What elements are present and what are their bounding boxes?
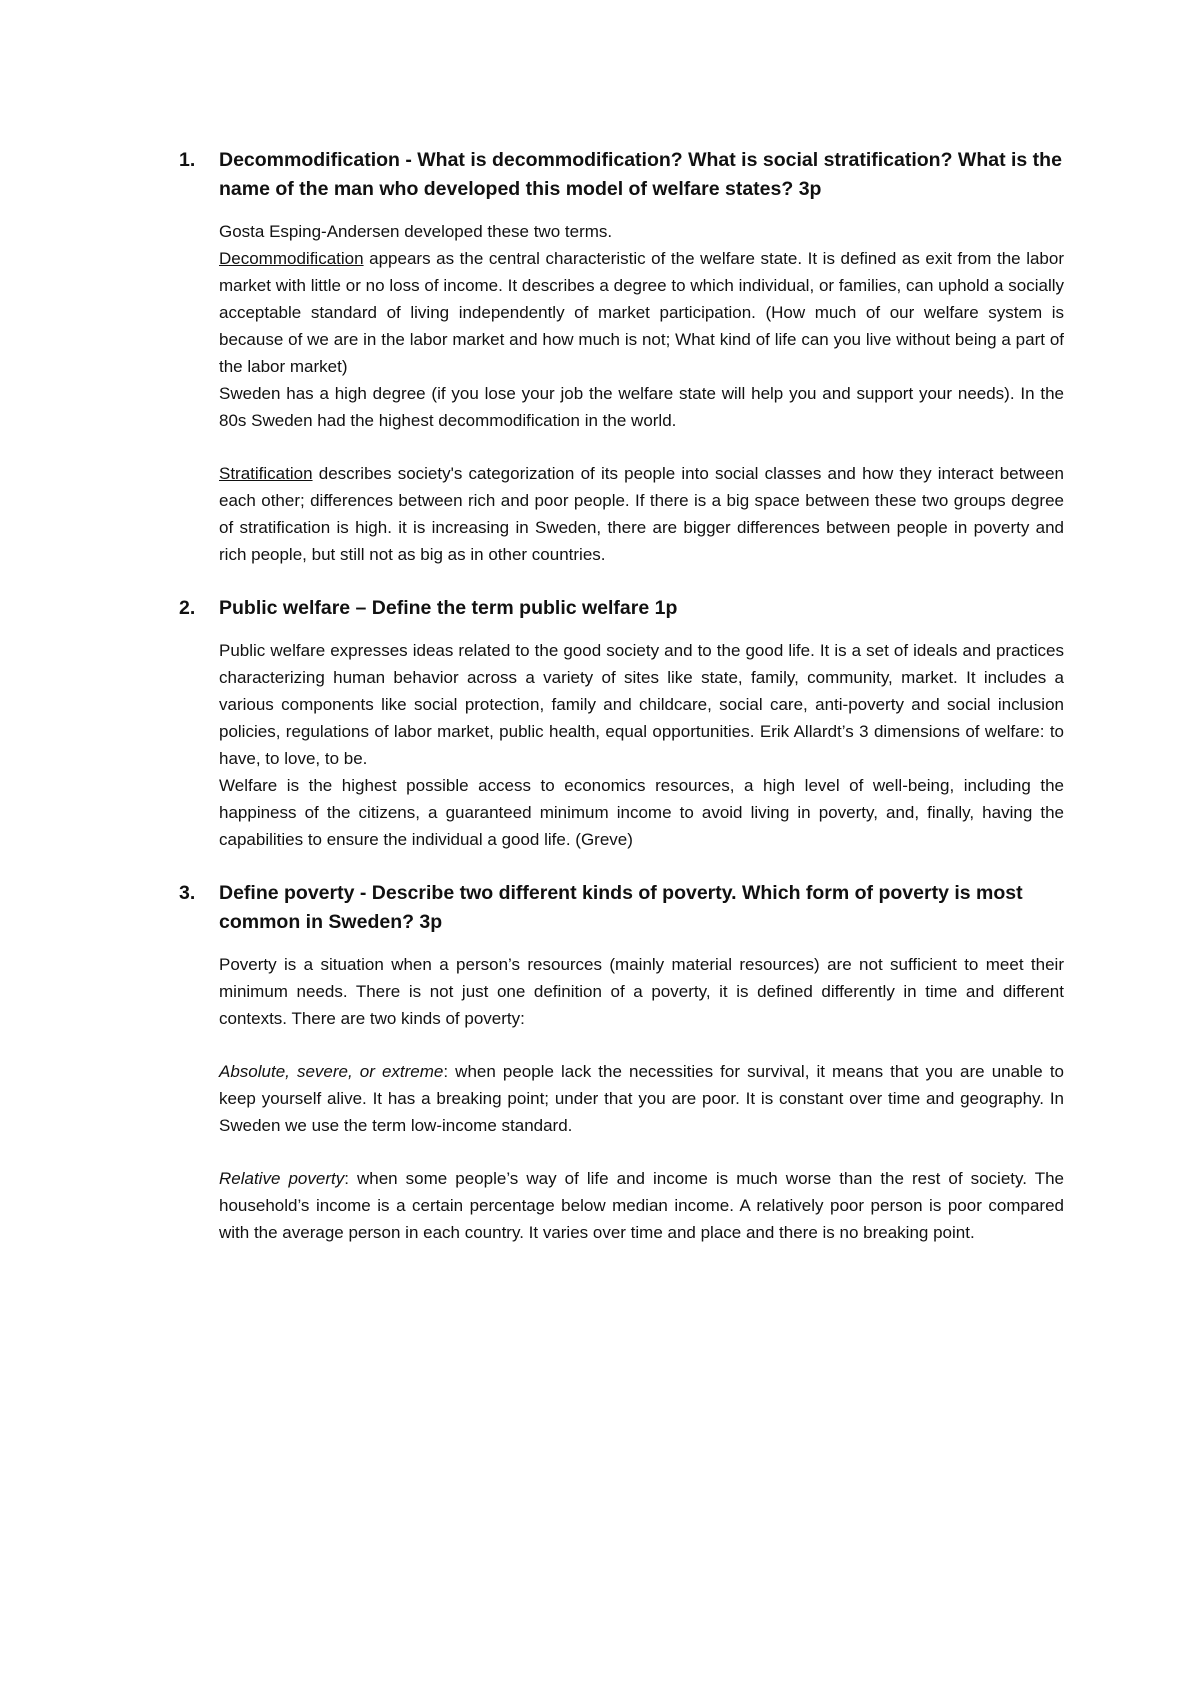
answer-paragraph: Decommodification appears as the central characteristic of the welfare state. It is defined as exit from the labor market with little or no loss of income. It describes a degree to which individual, or families, can uphold a socially acceptable standard of living independently of market participation. (How much of our welfare system is because of we are in the labor market and how much is not; What kind of life can you live without being a part of the labor market) <box>219 249 1064 376</box>
question-number: 3. <box>179 882 196 904</box>
answer-paragraph: Welfare is the highest possible access to economics resources, a high level of well-being, including the happiness of the citizens, a guaranteed minimum income to avoid living in poverty, and, finally, having the capabilities to ensure the individual a good life. (Greve) <box>219 776 1064 849</box>
answer-paragraph: Relative poverty: when some people’s way of life and income is much worse than the rest of society. The household’s income is a certain percentage below median income. A relatively poor person is poor compared with the average person in each country. It varies over time and place and there is no breaking point. <box>219 1169 1065 1242</box>
answer-body <box>219 951 1064 1246</box>
answer-paragraph: Sweden has a high degree (if you lose your job the welfare state will help you and support your needs). In the 80s Sweden had the highest decommodification in the world. <box>219 384 1064 430</box>
question-text: Decommodification - What is decommodification? What is social stratification? What is the name of the man who developed this model of welfare states? 3p <box>219 149 1062 200</box>
question-number: 1. <box>179 149 196 171</box>
term-decommodification: Decommodification <box>219 249 364 268</box>
question-number: 2. <box>179 597 196 619</box>
answer-body <box>219 218 1064 568</box>
section-decommodification <box>179 146 1064 568</box>
answer-paragraph: Public welfare expresses ideas related to the good society and to the good life. It is a set of ideals and practices characterizing human behavior across a variety of sites like state, family, community, market. It includes a various components like social protection, family and childcare, social care, anti-poverty and social inclusion policies, regulations of labor market, public health, equal opportunities. Erik Allardt’s 3 dimensions of welfare: to have, to love, to be. <box>219 641 1064 768</box>
section-poverty <box>179 879 1064 1246</box>
answer-paragraph: Absolute, severe, or extreme: when people lack the necessities for survival, it means that you are unable to keep yourself alive. It has a breaking point; under that you are poor. It is constant over time and geography. In Sweden we use the term low-income standard. <box>219 1062 1064 1135</box>
question-heading <box>179 594 1064 623</box>
answer-paragraph: Stratification describes society's categorization of its people into social classes and how they interact between each other; differences between rich and poor people. If there is a big space between these two groups degree of stratification is high. it is increasing in Sweden, there are bigger differences between people in poverty and rich people, but still not as big as in other countries. <box>219 464 1064 564</box>
answer-paragraph: Gosta Esping-Andersen developed these two terms. <box>219 222 613 241</box>
question-text: Public welfare – Define the term public welfare 1p <box>219 597 678 619</box>
question-heading <box>179 146 1064 204</box>
question-heading <box>179 879 1064 937</box>
term-stratification: Stratification <box>219 464 313 483</box>
answer-body <box>219 637 1064 853</box>
answer-paragraph: Poverty is a situation when a person’s resources (mainly material resources) are not sufficient to meet their minimum needs. There is not just one definition of a poverty, it is defined differently in time and different contexts. There are two kinds of poverty: <box>219 955 1064 1028</box>
section-public-welfare <box>179 594 1064 853</box>
term-absolute-poverty: Absolute, severe, or extreme <box>219 1062 444 1081</box>
question-text: Define poverty - Describe two different kinds of poverty. Which form of poverty is most common in Sweden? 3p <box>219 882 1023 933</box>
term-relative-poverty: Relative poverty <box>219 1169 345 1188</box>
